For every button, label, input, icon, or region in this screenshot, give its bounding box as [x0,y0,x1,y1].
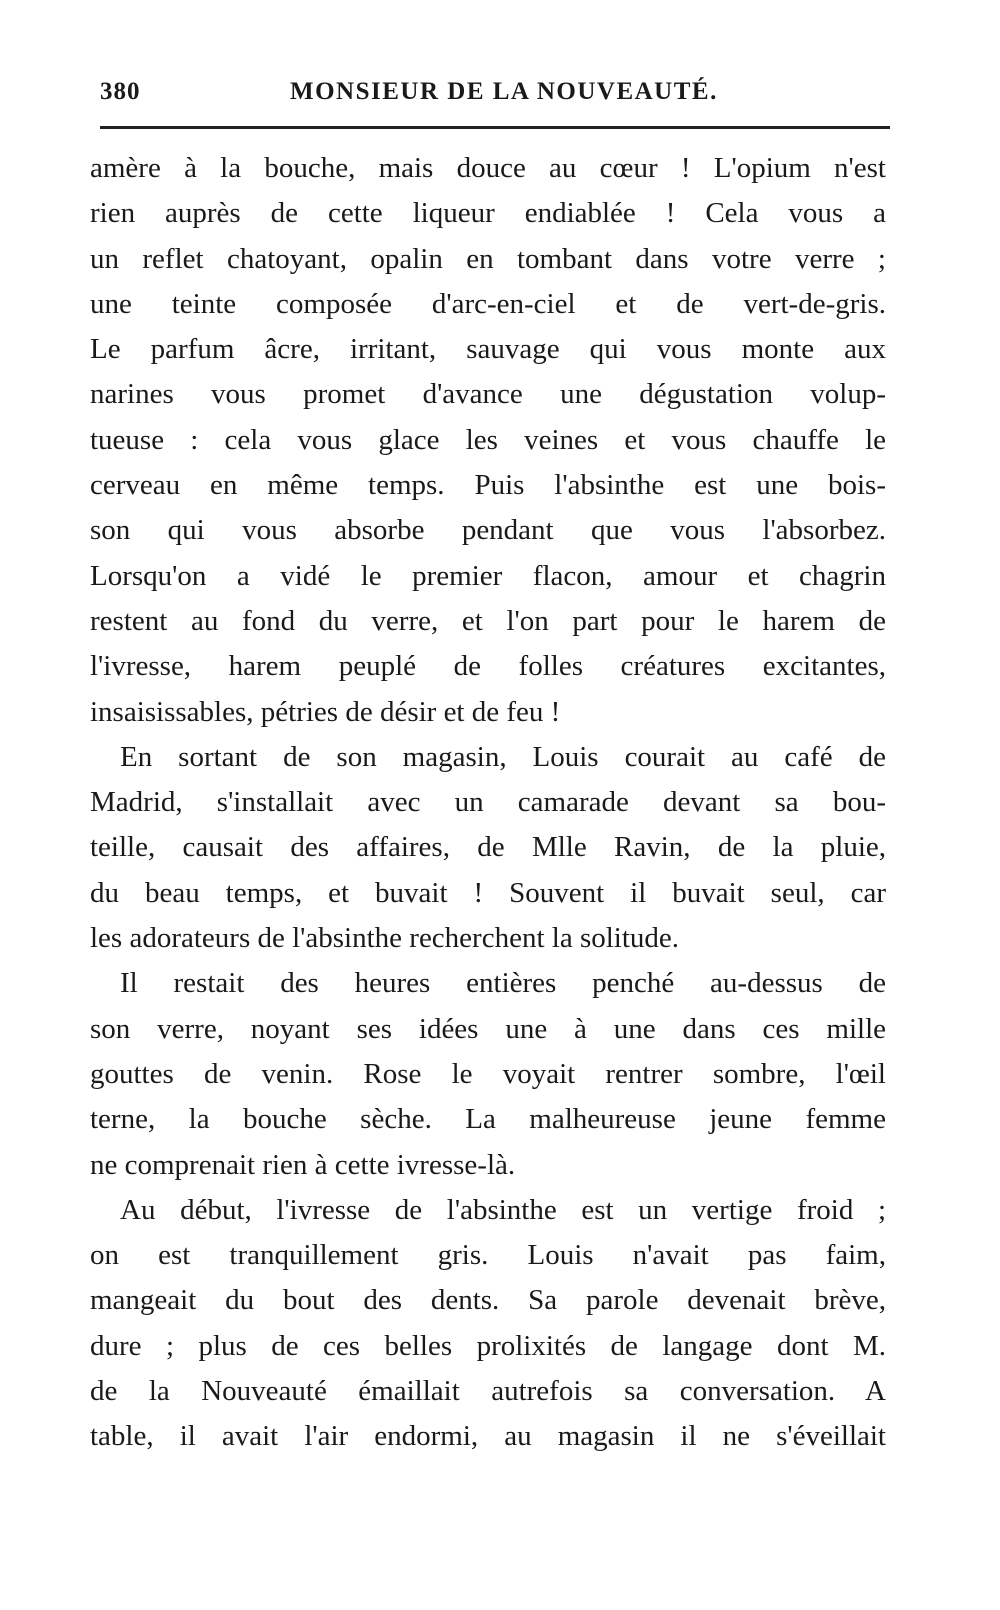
text-line: une teinte composée d'arc-en-ciel et de vert-de-gris. [90,287,886,320]
running-title: MONSIEUR DE LA NOUVEAUTÉ. [290,78,718,105]
header-rule [100,126,890,129]
text-line: Madrid, s'installait avec un camarade devant sa bou- [90,786,886,819]
body-text [90,146,886,1460]
running-head [100,78,890,118]
text-line: insaisissables, pétries de désir et de feu ! [90,695,561,728]
text-line: ne comprenait rien à cette ivresse-là. [90,1148,516,1181]
text-line: Au début, l'ivresse de l'absinthe est un vertige froid ; [120,1193,886,1226]
page-number: 380 [100,78,141,105]
text-line: son qui vous absorbe pendant que vous l'absorbez. [90,514,886,547]
text-line: teille, causait des affaires, de Mlle Ravin, de la pluie, [90,831,886,864]
text-line: Le parfum âcre, irritant, sauvage qui vous monte aux [90,333,886,366]
text-line: de la Nouveauté émaillait autrefois sa conversation. A [90,1375,886,1408]
text-line: cerveau en même temps. Puis l'absinthe est une bois- [90,469,886,502]
text-line: gouttes de venin. Rose le voyait rentrer sombre, l'œil [90,1057,886,1090]
text-line: mangeait du bout des dents. Sa parole devenait brève, [90,1284,886,1317]
paragraph [90,735,886,961]
text-line: restent au fond du verre, et l'on part pour le harem de [90,604,886,637]
text-line: du beau temps, et buvait ! Souvent il buvait seul, car [90,876,886,909]
text-line: un reflet chatoyant, opalin en tombant dans votre verre ; [90,242,886,275]
text-line: rien auprès de cette liqueur endiablée ! Cela vous a [90,197,886,230]
text-line: Il restait des heures entières penché au-dessus de [120,967,886,1000]
text-line: son verre, noyant ses idées une à une dans ces mille [90,1012,886,1045]
text-line: narines vous promet d'avance une dégustation volup- [90,378,886,411]
text-line: l'ivresse, harem peuplé de folles créatures excitantes, [90,650,886,683]
text-line: dure ; plus de ces belles prolixités de langage dont M. [90,1329,886,1362]
text-line: les adorateurs de l'absinthe recherchent la solitude. [90,922,680,955]
text-line: En sortant de son magasin, Louis courait au café de [120,740,886,773]
text-line: Lorsqu'on a vidé le premier flacon, amour et chagrin [90,559,886,592]
text-line: on est tranquillement gris. Louis n'avait pas faim, [90,1239,886,1272]
text-line: tueuse : cela vous glace les veines et vous chauffe le [90,423,886,456]
text-line: terne, la bouche sèche. La malheureuse jeune femme [90,1103,886,1136]
paragraph [90,146,886,735]
text-line: table, il avait l'air endormi, au magasin il ne s'éveillait [90,1420,886,1453]
paragraph [90,961,886,1187]
paragraph [90,1188,886,1460]
text-line: amère à la bouche, mais douce au cœur ! L'opium n'est [90,152,886,184]
